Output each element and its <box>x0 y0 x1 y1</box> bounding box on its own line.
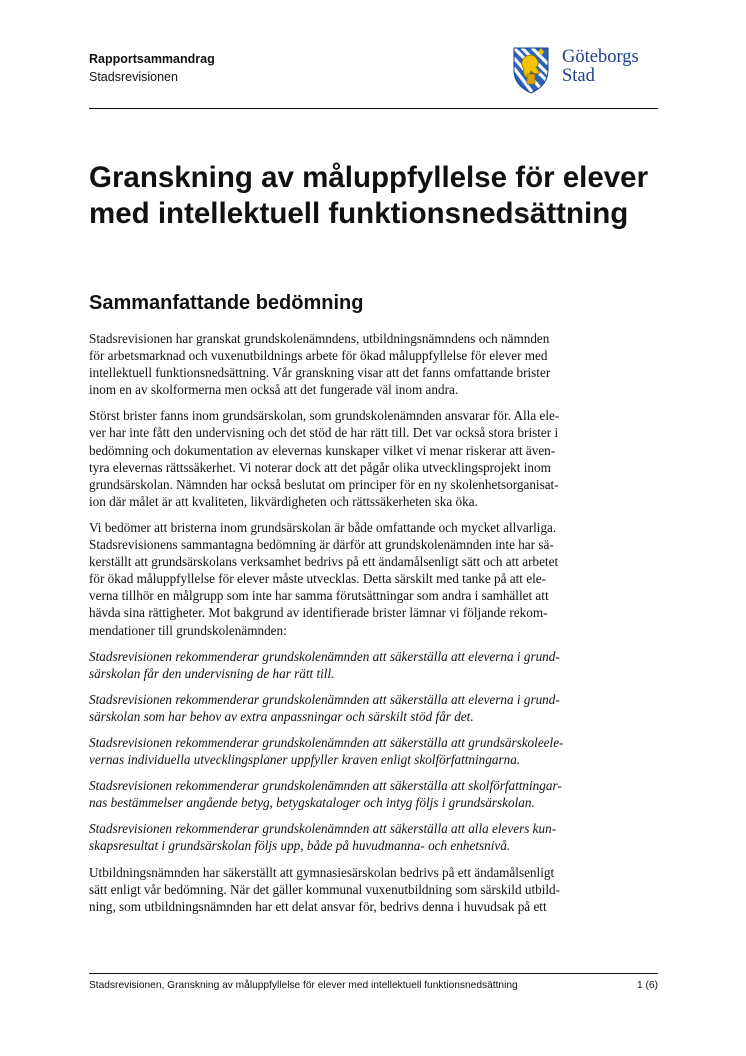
section-heading: Sammanfattande bedömning <box>89 292 364 314</box>
document-body <box>89 330 589 924</box>
recommendation-paragraph: Stadsrevisionen rekommenderar grundskolenämnden att säkerställa att skolförfattningar- nas bestämmelser angående betyg, betygskataloger och intyg följs i grundsärskolan. <box>89 778 562 811</box>
page-number: 1 (6) <box>637 980 658 991</box>
paragraph: Vi bedömer att bristerna inom grundsärskolan är både omfattande och mycket allvarliga. Stadsrevisionens sammantagna bedömning är därför att grundskolenämnden inte har sä- kerställt att grundsärskolans verksamhet bedrivs på ett ändamålsenligt sätt och att arbetet för ökad måluppfyllelse för elever måste utvecklas. Detta särskilt med tanke på att ele- verna tillhör en målgrupp som inte har samma förutsättningar som andra i samhället att hävda sina rättigheter. Mot bakgrund av identifierade brister lämnar vi följande rekom- mendationer till grundskolenämnden: <box>89 519 559 638</box>
paragraph: Stadsrevisionen har granskat grundskolenämndens, utbildningsnämndens och nämnden för arbetsmarknad och vuxenutbildnings arbete för ökad måluppfyllelse för elever med intellektuell funktionsnedsättning. Vår granskning visar att det fanns omfattande brister inom en av skolformerna men också att det fungerade väl inom andra. <box>89 331 551 398</box>
recommendation-paragraph: Stadsrevisionen rekommenderar grundskolenämnden att säkerställa att eleverna i grund- särskolan får den undervisning de har rätt till. <box>89 648 560 681</box>
footer-divider <box>89 973 658 974</box>
header-subtitle: Stadsrevisionen <box>89 70 178 84</box>
coat-of-arms-icon <box>512 46 550 94</box>
paragraph: Störst brister fanns inom grundsärskolan, som grundskolenämnden ansvarar för. Alla ele- ver har inte fått den undervisning och det stöd de har rätt till. Det var också stora brister i bedömning och dokumentation av elevernas kunskaper vilket vi menar riskerar att även- tyra elevernas rättssäkerhet. Vi noterar dock att det pågår olika utvecklingsprojekt inom grundsärskolan. Nämnden har också beslutat om principer för en ny skolenhetsorganisat- ion där målet är att kvaliteten, likvärdigheten och rättssäkerheten ska öka. <box>89 408 560 509</box>
recommendation-paragraph: Stadsrevisionen rekommenderar grundskolenämnden att säkerställa att eleverna i grund- särskolan som har behov av extra anpassningar och särskilt stöd får det. <box>89 691 560 724</box>
header-title: Rapportsammandrag <box>89 52 215 66</box>
page-header <box>89 47 658 109</box>
document-title: Granskning av måluppfyllelse för elever med intellektuell funktionsnedsättning <box>89 161 649 230</box>
recommendation-paragraph: Stadsrevisionen rekommenderar grundskolenämnden att säkerställa att alla elevers kun- skapsresultat i grundsärskolan följs upp, både på huvudmanna- och enhetsnivå. <box>89 821 557 854</box>
goteborgs-stad-logo <box>512 46 658 98</box>
logo-line-1: Göteborgs <box>562 47 639 67</box>
paragraph: Utbildningsnämnden har säkerställt att gymnasiesärskolan bedrivs på ett ändamålsenligt sätt enligt vår bedömning. När det gäller kommunal vuxenutbildning som särskild utbild- ning, som utbildningsnämnden har ett delat ansvar för, bedrivs denna i huvudsak på ett <box>89 864 561 914</box>
page-footer <box>89 980 658 991</box>
recommendation-paragraph: Stadsrevisionen rekommenderar grundskolenämnden att säkerställa att grundsärskoleele- vernas individuella utvecklingsplaner uppfyller kraven enligt skolförfattningarna. <box>89 734 564 768</box>
logo-line-2: Stad <box>562 66 595 86</box>
header-divider <box>89 108 658 109</box>
footer-text: Stadsrevisionen, Granskning av måluppfyllelse för elever med intellektuell funktionsnedsättning <box>89 980 518 991</box>
logo-wordmark <box>562 48 639 86</box>
